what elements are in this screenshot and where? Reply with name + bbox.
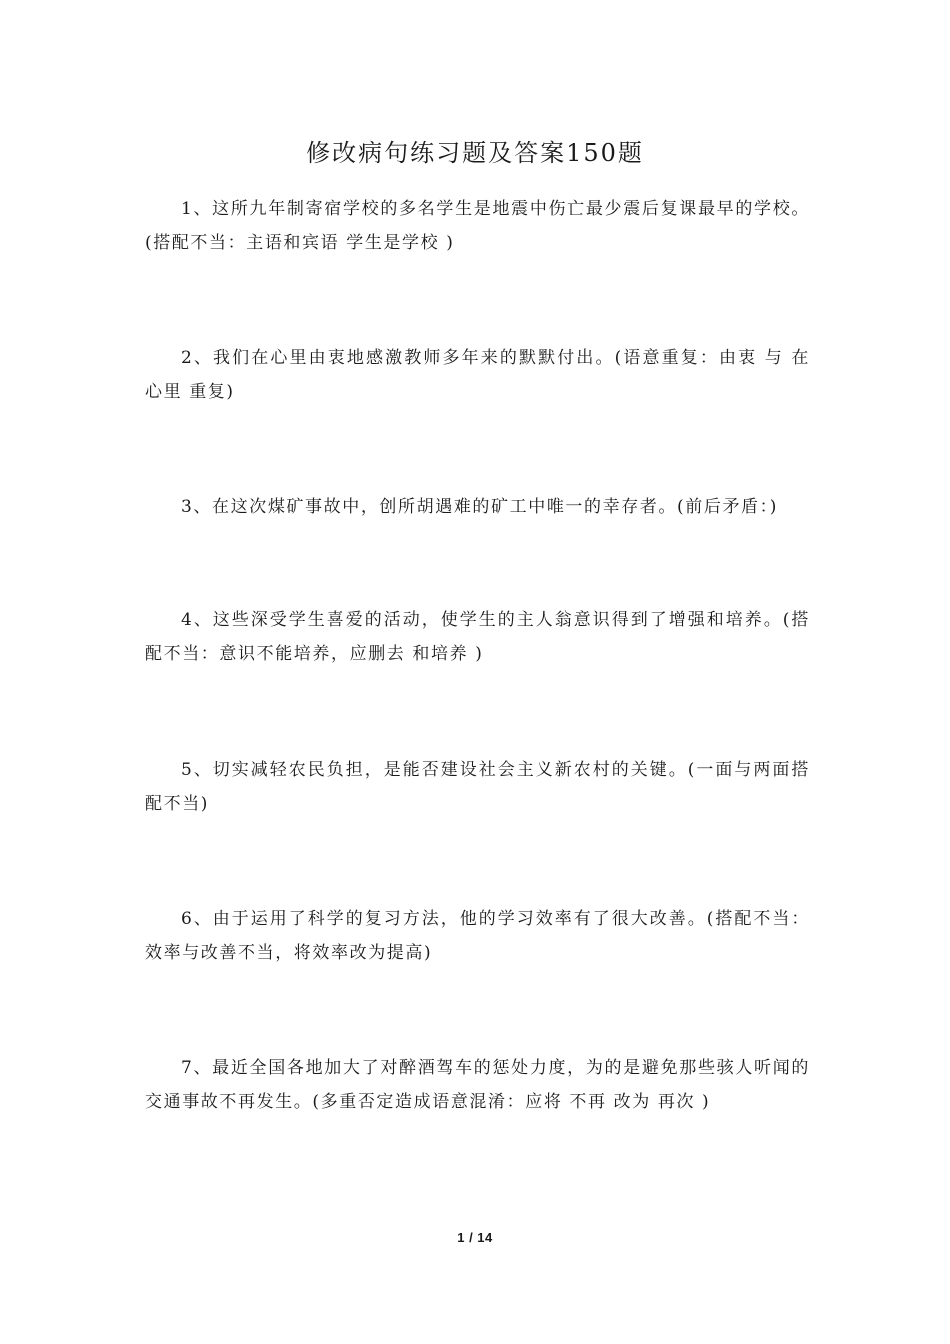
page-number: 1 / 14 [457, 1230, 493, 1245]
question-item-5: 5、切实减轻农民负担，是能否建设社会主义新农村的关键。(一面与两面搭配不当) [145, 760, 810, 814]
question-item-1: 1、这所九年制寄宿学校的多名学生是地震中伤亡最少震后复课最早的学校。(搭配不当：主语和宾语 学生是学校 ) [145, 199, 810, 253]
question-item-2: 2、我们在心里由衷地感激教师多年来的默默付出。(语意重复：由衷 与 在心里 重复) [145, 348, 810, 402]
question-item-3: 3、在这次煤矿事故中，创所胡遇难的矿工中唯一的幸存者。(前后矛盾：) [181, 497, 778, 517]
question-item-7: 7、最近全国各地加大了对醉酒驾车的惩处力度，为的是避免那些骇人听闻的交通事故不再发生。(多重否定造成语意混淆：应将 不再 改为 再次 ) [145, 1058, 810, 1112]
question-item-6: 6、由于运用了科学的复习方法，他的学习效率有了很大改善。(搭配不当：效率与改善不当，将效率改为提高) [145, 909, 810, 963]
document-title: 修改病句练习题及答案150题 [306, 139, 644, 167]
question-item-4: 4、这些深受学生喜爱的活动，使学生的主人翁意识得到了增强和培养。(搭配不当：意识不能培养，应删去 和培养 ) [145, 610, 810, 664]
